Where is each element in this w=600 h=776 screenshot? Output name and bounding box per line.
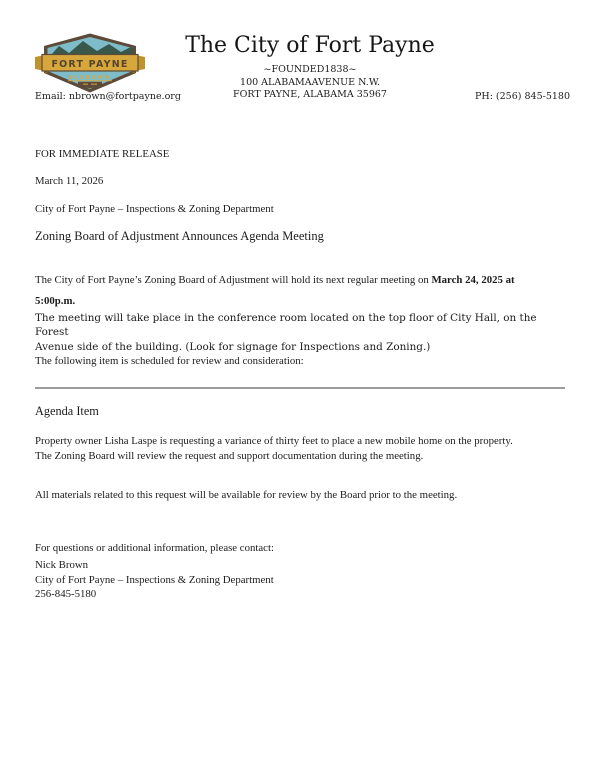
contact-department: City of Fort Payne – Inspections & Zoning Department: [35, 573, 274, 586]
location-paragraph: [35, 311, 570, 368]
logo-state-name: ALABAMA: [68, 75, 112, 81]
letterhead-title: The City of Fort Payne: [185, 33, 435, 58]
location-line1: The meeting will take place in the conference room located on the top floor of City Hall, on the Forest: [35, 312, 537, 339]
logo-est-mark-left: [83, 84, 88, 85]
logo-gold-rule: [68, 80, 112, 81]
letterhead-address: 100 ALABAMAAVENUE N.W.: [240, 76, 380, 88]
logo-est-mark-right: [91, 84, 97, 85]
letterhead-email: Email: nbrown@fortpayne.org: [35, 90, 181, 102]
release-date: March 11, 2026: [35, 175, 104, 187]
section-divider: [35, 387, 565, 389]
department-line: City of Fort Payne – Inspections & Zoning Department: [35, 203, 274, 215]
fort-payne-logo: [33, 33, 147, 93]
meeting-time-bold: 5:00p.m.: [35, 294, 76, 307]
meeting-date-bold: March 24, 2025 at: [431, 274, 515, 286]
contact-intro: For questions or additional information, please contact:: [35, 542, 274, 554]
agenda-line2: The Zoning Board will review the request and support documentation during the meeting.: [35, 449, 424, 462]
logo-city-name: FORT PAYNE: [51, 58, 129, 70]
location-line2: Avenue side of the building. (Look for signage for Inspections and Zoning.): [35, 340, 431, 353]
materials-paragraph: All materials related to this request will be available for review by the Board prior to the meeting.: [35, 489, 458, 501]
for-immediate-release-line: FOR IMMEDIATE RELEASE: [35, 148, 170, 160]
release-headline: Zoning Board of Adjustment Announces Agenda Meeting: [35, 229, 324, 243]
letterhead-founded: ~FOUNDED1838~: [263, 64, 357, 75]
location-line3: The following item is scheduled for review and consideration:: [35, 354, 304, 367]
meeting-paragraph: [35, 270, 570, 311]
contact-phone: 256-845-5180: [35, 588, 97, 600]
letterhead-phone: PH: (256) 845-5180: [475, 90, 570, 102]
contact-name: Nick Brown: [35, 559, 89, 571]
agenda-line1: Property owner Lisha Laspe is requesting a variance of thirty feet to place a new mobile home on the property.: [35, 435, 513, 447]
letterhead-city-state-zip: FORT PAYNE, ALABAMA 35967: [233, 89, 387, 100]
meeting-paragraph-text: The City of Fort Payne’s Zoning Board of Adjustment will hold its next regular meeting on: [35, 274, 432, 286]
agenda-paragraph: [35, 434, 570, 463]
agenda-item-heading: Agenda Item: [35, 404, 99, 418]
